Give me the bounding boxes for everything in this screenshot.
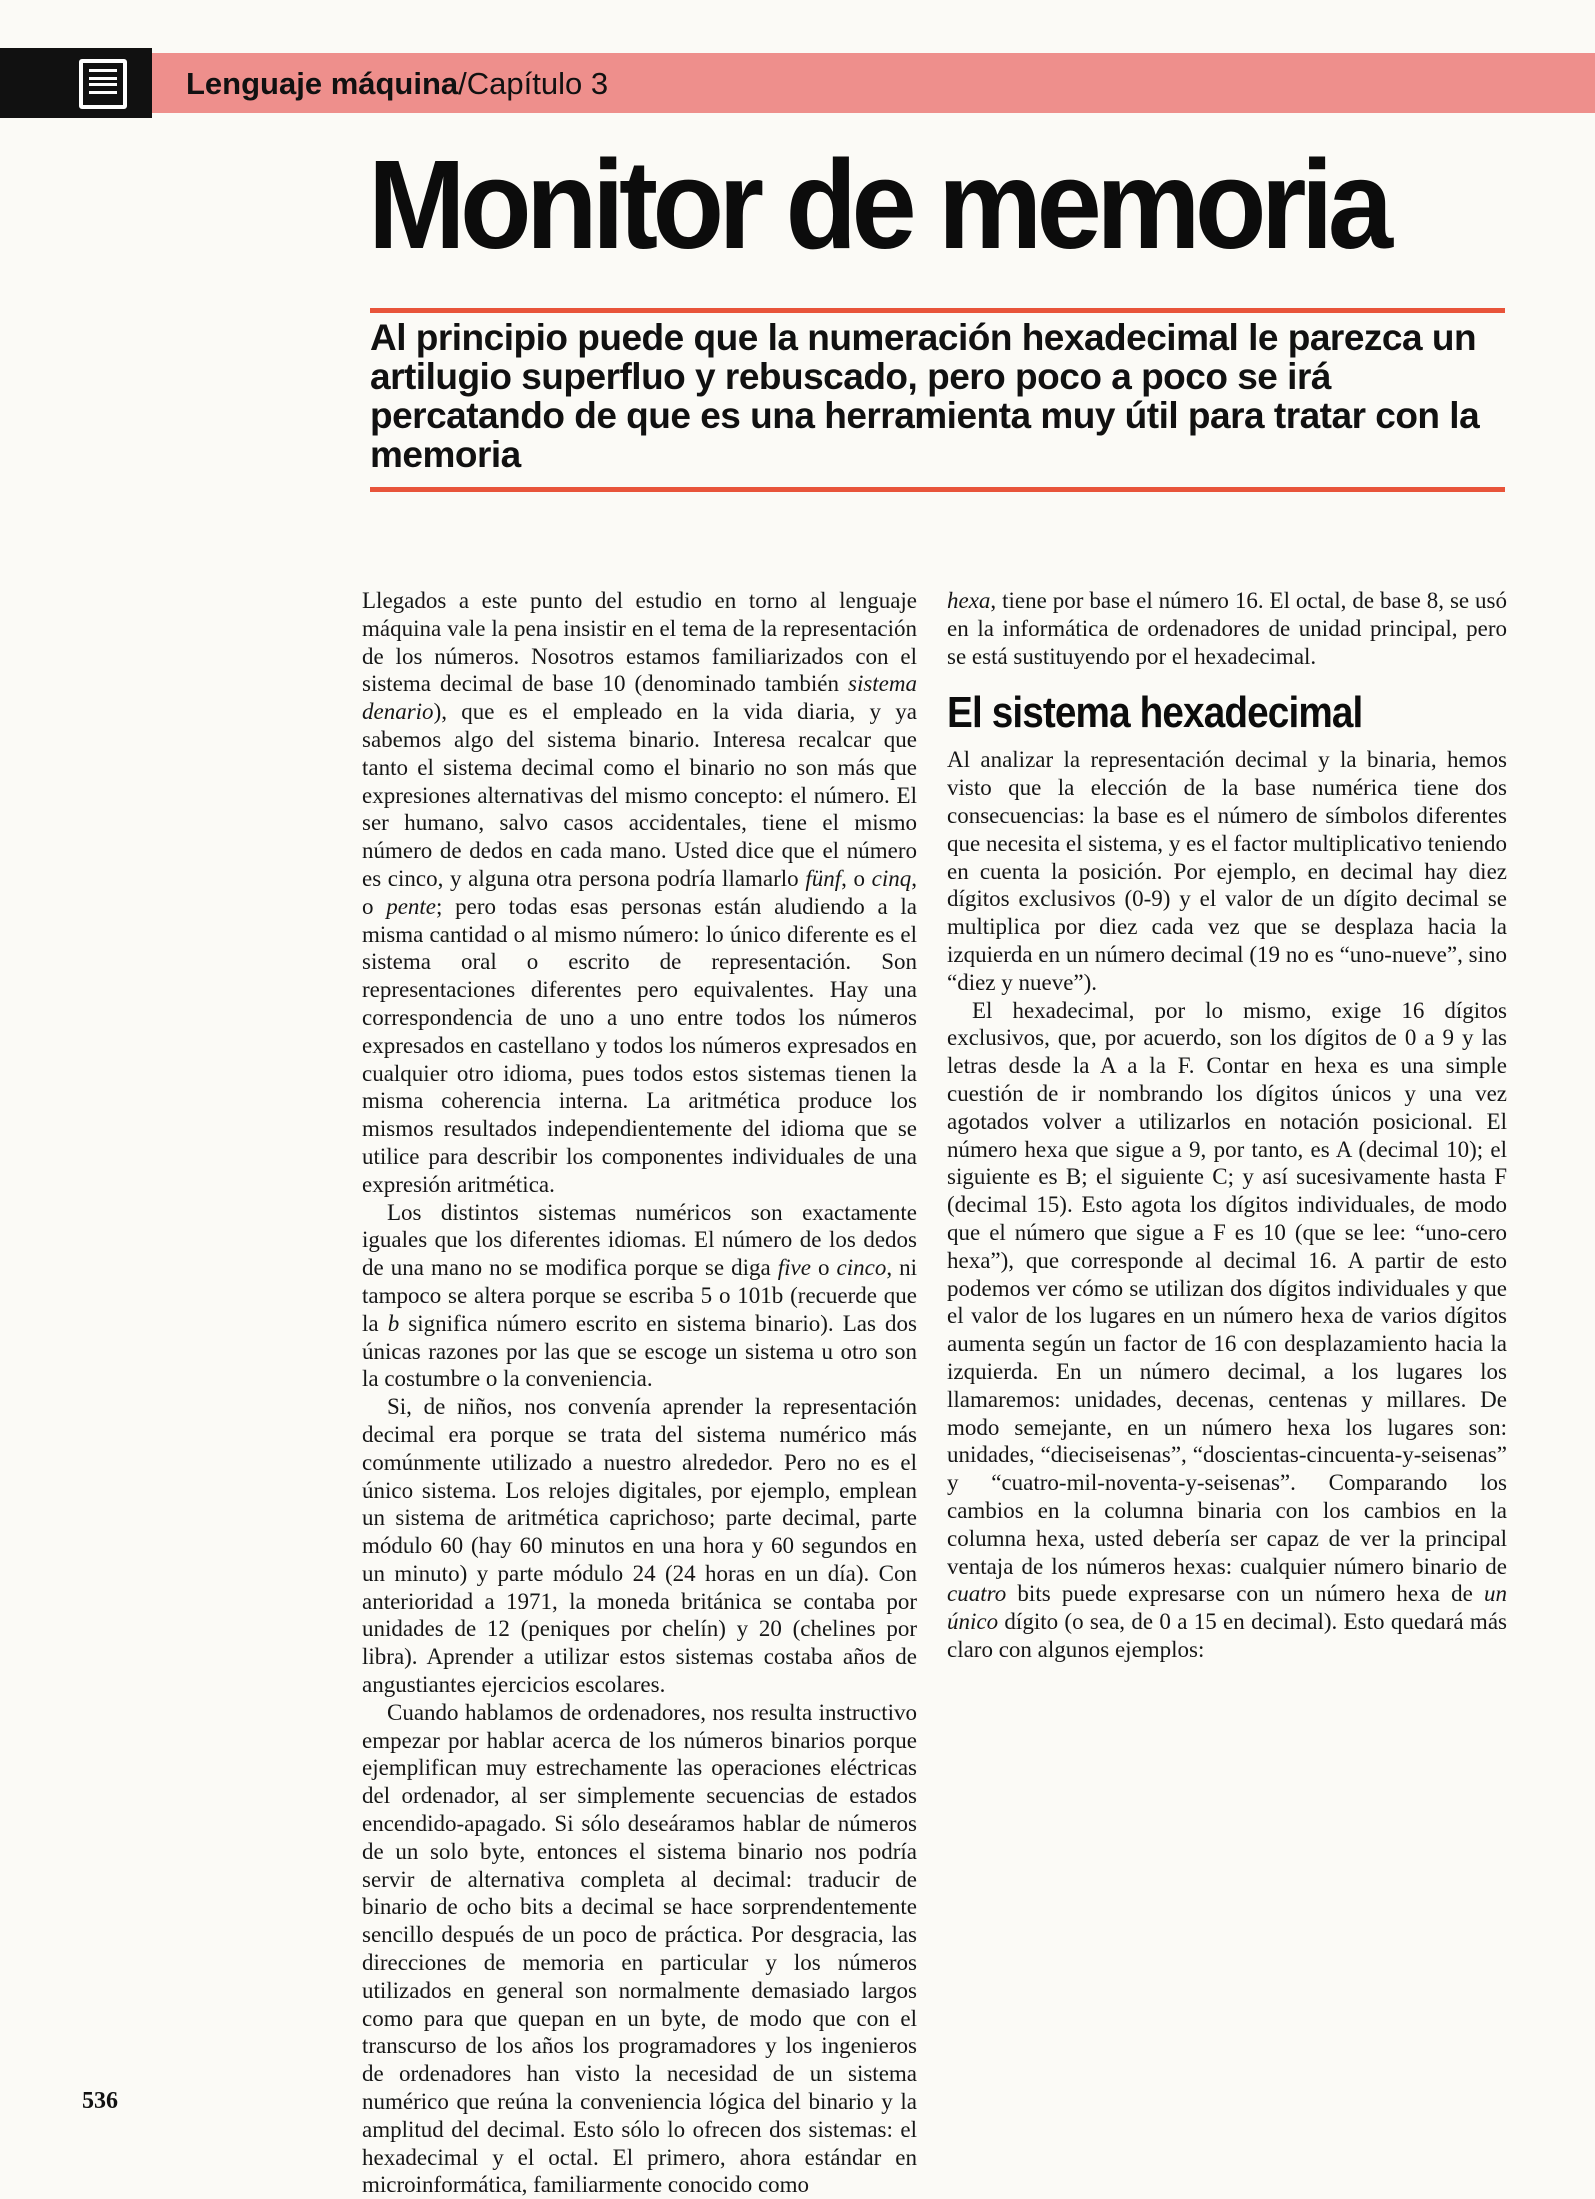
section-heading: El sistema hexadecimal (947, 688, 1363, 738)
page-number: 536 (82, 2088, 118, 2114)
lead-top-rule (370, 308, 1505, 313)
paragraph-6: El hexadecimal, por lo mismo, exige 16 dígitos exclusivos, que, por acuerdo, son los dígitos de 0 a 9 y las letras desde la A a la F. Contar en hexa es una simple cuestión de ir nombrando los dígitos únicos y una vez agotados volver a utilizarlos en notación posicional. El número hexa que sigue a 9, por tanto, es A (decimal 10); el siguiente es B; el siguiente C; y así sucesivamente hasta F (decimal 15). Esto agota los dígitos individuales, de modo que el número que sigue a F es 10 (que se lee: “uno-cero hexa”), que corresponde al decimal 16. A partir de esto podemos ver cómo se utilizan dos dígitos individuales y que el valor de los lugares en un número hexa de varios dígitos aumenta según un factor de 16 con desplazamiento hacia la izquierda. En un número decimal, a los lugares los llamaremos: unidades, decenas, centenas y millares. De modo semejante, en un número hexa los lugares son: unidades, “dieciseisenas”, “doscientas-cincuenta-y-seisenas” y “cuatro-mil-noventa-y-seisenas”. Comparando los cambios en la columna binaria con los cambios en la columna hexa, usted debería ser capaz de ver la principal ventaja de los números hexas: cualquier número binario de cuatro bits puede expresarse con un número hexa de un único dígito (o sea, de 0 a 15 en decimal). Esto quedará más claro con algunos ejemplos: (947, 997, 1507, 1662)
paragraph-5: Al analizar la representación decimal y la binaria, hemos visto que la elección de la base numérica tiene dos consecuencias: la base es el número de símbolos diferentes que necesita el sistema, y es el factor multiplicativo teniendo en cuenta la posición. Por ejemplo, en decimal hay diez dígitos exclusivos (0-9) y el valor de un dígito decimal se multiplica por diez cada vez que se desplaza hacia la izquierda en un número decimal (19 no es “uno-nueve”, sino “diez y nueve”). (947, 747, 1507, 995)
paragraph-4: Cuando hablamos de ordenadores, nos resulta instructivo empezar por hablar acerca de los números binarios porque ejemplifican muy estrechamente las operaciones eléctricas del ordenador, al ser simplemente secuencias de estados encendido-apagado. Si sólo deseáramos hablar de números de un solo byte, entonces el sistema binario nos podría servir de alternativa completa al decimal: traducir de binario de ocho bits a decimal se hace sorprendentemente sencillo después de un poco de práctica. Por desgracia, las direcciones de memoria en particular y los números utilizados en general son normalmente demasiado largos como para que quepan en un byte, de modo que con el transcurso de los años los programadores y los ingenieros de ordenadores han visto la necesidad de un sistema numérico que reúna la conveniencia lógica del binario y la amplitud del decimal. Esto sólo lo ofrecen dos sistemas: el hexadecimal y el octal. El primero, ahora estándar en microinformática, familiarmente conocido como (362, 1699, 917, 2198)
left-column (362, 587, 917, 2199)
paragraph-1: Llegados a este punto del estudio en torno al lenguaje máquina vale la pena insistir en el tema de la representación de los números. Nosotros estamos familiarizados con el sistema decimal de base 10 (denominado también sistema denario), que es el empleado en la vida diaria, y ya sabemos algo del sistema binario. Interesa recalcar que tanto el sistema decimal como el binario no son más que expresiones alternativas del mismo concepto: el número. El ser humano, salvo casos accidentales, tiene el mismo número de dedos en cada mano. Usted dice que el número es cinco, y alguna otra persona podría llamarlo fünf, o cinq, o pente; pero todas esas personas están aludiendo a la misma cantidad o al mismo número: lo único diferente es el sistema oral o escrito de representación. Son representaciones diferentes pero equivalentes. Hay una correspondencia de uno a uno entre todos los números expresados en castellano y todos los números expresados en cualquier otro idioma, pues todos estos sistemas tienen la misma coherencia interna. La aritmética produce los mismos resultados independientemente del idioma que se utilice para describir los componentes individuales de una expresión aritmética. (362, 588, 917, 1197)
section-name: Lenguaje máquina (186, 66, 459, 101)
paragraph-2: Los distintos sistemas numéricos son exactamente iguales que los diferentes idiomas. El número de los dedos de una mano no se modifica porque se diga five o cinco, ni tampoco se altera porque se escriba 5 o 101b (recuerde que la b significa número escrito en sistema binario). Las dos únicas razones por las que se escoge un sistema u otro son la costumbre o la conveniencia. (362, 1199, 918, 1392)
paragraph-3: Si, de niños, nos convenía aprender la representación decimal era porque se trata del sistema numérico más comúnmente utilizado a nuestro alrededor. Pero no es el único sistema. Los relojes digitales, por ejemplo, emplean un sistema de aritmética caprichoso; parte decimal, parte módulo 60 (hay 60 minutos en una hora y 60 segundos en un minuto) y parte módulo 24 (24 horas en un día). Con anterioridad a 1971, la moneda británica se contaba por unidades de 12 (peniques por chelín) y 20 (chelines por libra). Aprender a utilizar estos sistemas costaba años de angustiantes ejercicios escolares. (362, 1394, 917, 1698)
chapter-header (186, 60, 608, 108)
chapter-label: /Capítulo 3 (458, 66, 609, 101)
page-title: Monitor de memoria (368, 134, 1388, 275)
right-column (947, 587, 1507, 1664)
logo-box (0, 48, 152, 118)
computer-chip-icon (79, 59, 127, 109)
paragraph-4-continued: hexa, tiene por base el número 16. El octal, de base 8, se usó en la informática de ordenadores de unidad principal, pero se está sustituyendo por el hexadecimal. (947, 588, 1507, 669)
lead-bottom-rule (370, 487, 1505, 492)
lead-paragraph: Al principio puede que la numeración hexadecimal le parezca un artilugio superfluo y rebuscado, pero poco a poco se irá percatando de que es una herramienta muy útil para tratar con la memoria (370, 317, 1480, 475)
